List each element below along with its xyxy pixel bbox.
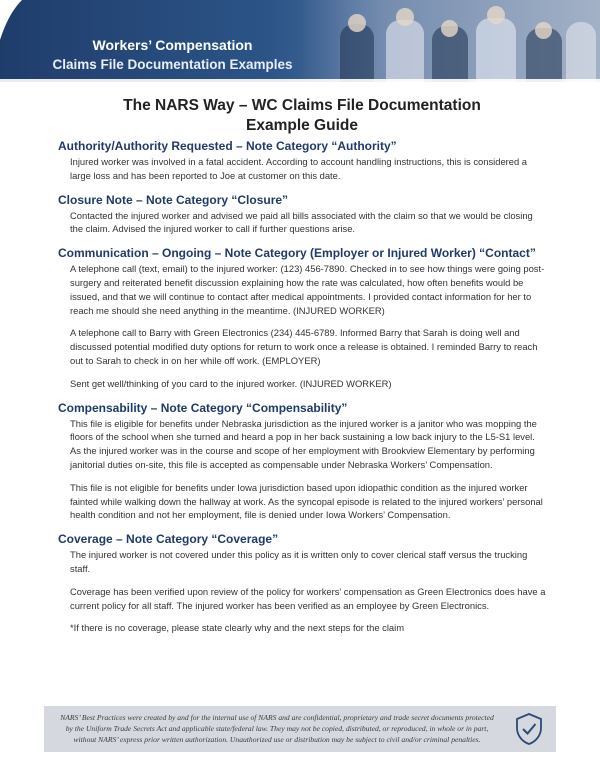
section-paragraph: *If there is no coverage, please state clearly why and the next steps for the claim [70,622,405,634]
section-heading: Coverage – Note Category “Coverage” [58,532,279,547]
section-closure [58,193,546,237]
section-authority [58,139,546,183]
header-banner [0,0,600,82]
section-heading: Compensability – Note Category “Compensability” [58,400,348,415]
section-paragraph: A telephone call to Barry with Green Electronics (234) 445-6789. Informed Barry that Sarah is doing well and discussed potential modified duty options for return to work once a release is obtained. I reminded Barry to reach out to Sarah to check in on her while off work. (EMPLOYER) [70,327,538,366]
footer-disclaimer [44,706,556,752]
section-heading: Communication – Ongoing – Note Category (Employer or Injured Worker) “Contact” [58,246,536,261]
section-paragraph: This file is eligible for benefits under Nebraska jurisdiction as the injured worker is a janitor who was mopping the floors of the school when she turned and heard a pop in her back sustaining a low back injury to the L5-S1 level. As the injured worker was in the course and scope of her employment with Brookview Elementary by performing janitorial duties on-site, this file is accepted as compensable under Nebraska Workers’ Compensation. [70,417,537,470]
section-paragraph: The injured worker is not covered under this policy as it is written only to cover clerical staff versus the trucking staff. [70,549,528,574]
section-heading: Authority/Authority Requested – Note Category “Authority” [58,139,397,153]
banner-title: Workers’ Compensation [92,37,253,53]
disclaimer-line: without NARS’ express prior written authorization. Unauthorized use or distribution may be subject to civil and/or criminal penalties. [73,735,481,745]
shield-check-icon [514,712,544,746]
banner-subtitle: Claims File Documentation Examples [52,57,293,72]
section-paragraph: Contacted the injured worker and advised we paid all bills associated with the claim so that we would be closing the claim. Advised the injured worker to call if further questions arise. [70,209,533,235]
disclaimer-line: NARS’ Best Practices were created by and for the internal use of NARS and are confidential, proprietary and trade secret documents protected [60,713,494,722]
page-title-line2: Example Guide [246,117,358,134]
section-paragraph: Sent get well/thinking of you card to the injured worker. (INJURED WORKER) [70,377,392,389]
disclaimer-text [52,712,502,746]
section-coverage [58,532,546,635]
section-communication [58,246,546,390]
section-compensability [58,401,546,523]
page-title-line1: The NARS Way – WC Claims File Documentation [123,97,481,114]
document-body [58,96,546,635]
section-paragraph: This file is not eligible for benefits under Iowa jurisdiction based upon idiopathic condition as the injured worker fainted while walking down the hallway at work. As the syncopal episode is related to the injured workers’ personal health condition and not her employment, file is denied under Iowa Workers’ Compensation. [70,481,543,521]
section-paragraph: Coverage has been verified upon review of the policy for workers’ compensation as Green Electronics does have a current policy for all staff. The injured worker has been verified as an employee by Green Electronics. [70,585,546,611]
section-heading: Closure Note – Note Category “Closure” [58,192,289,207]
page-title [58,96,546,136]
section-paragraph: A telephone call (text, email) to the injured worker: (123) 456-7890. Checked in to see how things were going post-surgery and reiterated benefit discussion explaining how the rate was calculated, how often benefits would be issued, and that we will continue to contact after medical appointments. I provided contact information for her to reach me should she need anything in the meantime. (INJURED WORKER) [70,263,545,316]
section-paragraph: Injured worker was involved in a fatal accident. According to account handling instructions, this is considered a large loss and has been reported to Joe at customer on this date. [70,156,528,181]
disclaimer-line: by the Uniform Trade Secrets Act and applicable state/federal law. They may not be copied, distributed, or reproduced, in whole or in part, [65,724,489,734]
